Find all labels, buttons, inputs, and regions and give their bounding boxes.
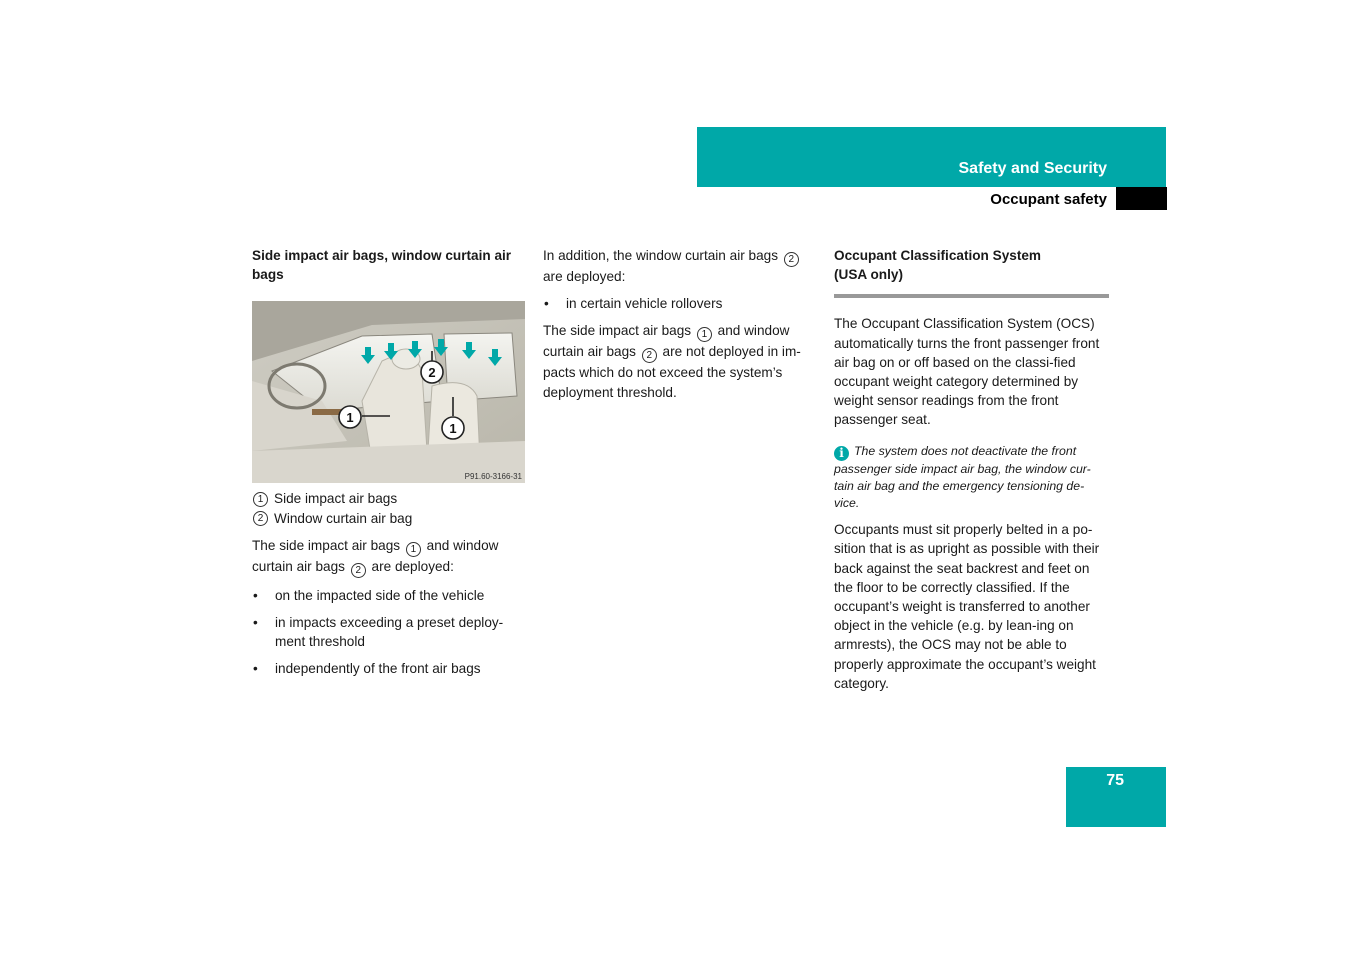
rollover-list [543,294,821,313]
header-marker [1116,187,1167,210]
legend-number: 2 [253,511,268,526]
threshold-paragraph: The side impact air bags 1 and window curtain air bags 2 are not deployed in im-pacts which do not exceed the system’s deployment threshold. [543,323,801,400]
column-2 [543,246,821,402]
section-subtitle: Occupant safety [990,191,1107,208]
list-item: • in impacts exceeding a preset deploy-ment threshold [252,613,527,651]
callout-1a: 1 [346,410,354,426]
legend-text: Side impact air bags [274,491,398,507]
callout-2: 2 [428,365,436,381]
header-band [697,127,1166,187]
posture-paragraph: Occupants must sit properly belted in a po-sition that is as upright as possible with their back against the seat backrest and feet on the floor to be correctly classified. If the occupant’s weight is transferred to another object in the vehicle (e.g. by lean-ing on armrests), the OCS may not be able to properly approximate the occupant’s weight category. [834,522,1100,691]
ocs-paragraph: The Occupant Classification System (OCS) automatically turns the front passenger front air bag on or off based on the classi-fied occupant weight category determined by weight sensor readings from the front passenger seat. [834,316,1100,428]
column-3 [834,246,1109,693]
airbag-illustration [252,301,525,483]
list-item: • independently of the front air bags [252,659,527,678]
figure-code: P91.60-3166-31 [464,472,522,482]
deploy-paragraph: The side impact air bags 1 and window curtain air bags 2 are deployed: [252,537,499,576]
rollover-paragraph: In addition, the window curtain air bags 2 are deployed: [543,246,821,286]
callout-1b: 1 [449,421,457,437]
deploy-list [252,586,527,679]
list-item: • on the impacted side of the vehicle [252,586,527,605]
legend-item [252,509,527,528]
ocs-heading: Occupant Classification System (USA only) [834,248,1041,283]
legend-text: Window curtain air bag [274,510,413,526]
info-icon: i [834,446,849,461]
section-title: Safety and Security [958,160,1107,177]
column-1 [252,246,527,679]
legend-item [252,489,527,508]
side-airbag-heading: Side impact air bags, window curtain air bags [252,248,512,283]
list-item: • in certain vehicle rollovers [543,294,821,313]
legend-number: 1 [253,492,268,507]
info-note: i The system does not deactivate the front passenger side impact air bag, the window cur-tain air bag and the emergency tensioning de-vice. [834,443,1091,511]
page-number: 75 [1106,772,1124,789]
heading-rule [834,294,1109,298]
